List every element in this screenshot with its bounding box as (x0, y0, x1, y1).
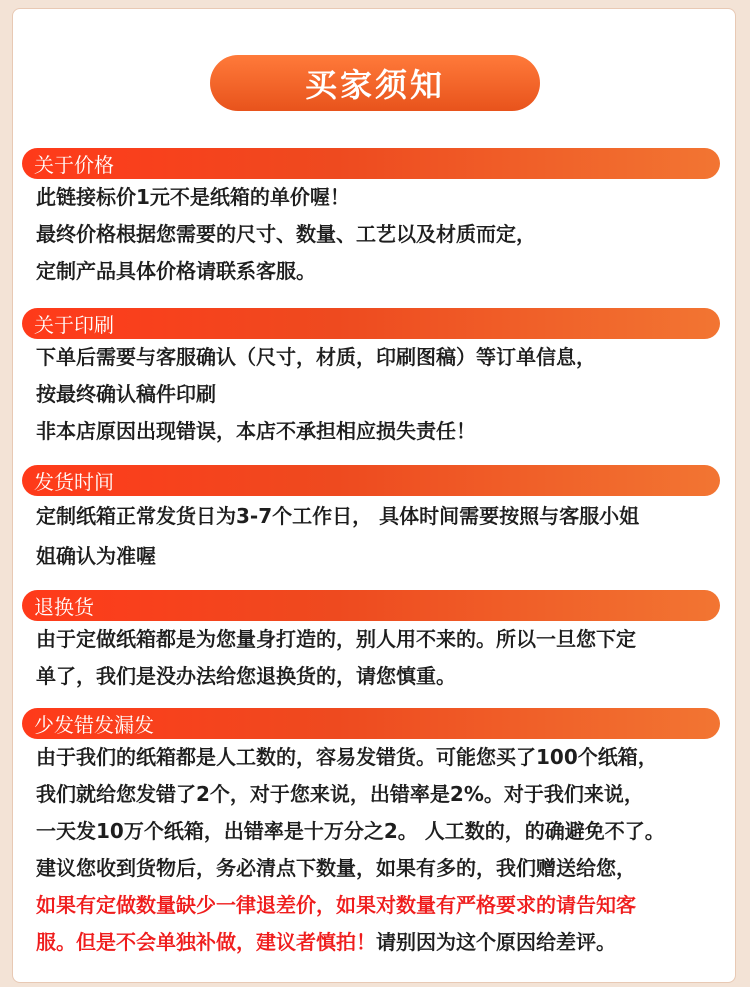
section-heading: 退换货 (22, 590, 720, 621)
section-returns (22, 590, 720, 695)
text-line: 姐确认为准喔 (36, 544, 156, 568)
warning-text: 服。但是不会单独补做，建议者慎拍！ (36, 930, 376, 954)
warning-line: 如果有定做数量缺少一律退差价，如果对数量有严格要求的请告知客 (36, 893, 636, 917)
text-line: 一天发10万个纸箱，出错率是十万分之2。 人工数的，的确避免不了。 (36, 819, 665, 843)
text-line: 我们就给您发错了2个，对于您来说，出错率是2%。对于我们来说， (36, 782, 644, 806)
text-line: 非本店原因出现错误，本店不承担相应损失责任！ (36, 419, 476, 443)
text-line: 定制纸箱正常发货日为3-7个工作日， 具体时间需要按照与客服小姐 (36, 504, 640, 528)
text-line: 定制产品具体价格请联系客服。 (36, 259, 316, 283)
section-missing-items (22, 708, 720, 961)
section-price (22, 148, 720, 290)
text-line: 下单后需要与客服确认（尺寸，材质，印刷图稿）等订单信息， (36, 345, 596, 369)
section-heading: 关于印刷 (22, 308, 720, 339)
text-line: 由于我们的纸箱都是人工数的，容易发错货。可能您买了100个纸箱， (36, 745, 658, 769)
section-printing (22, 308, 720, 450)
text-line: 建议您收到货物后，务必清点下数量，如果有多的，我们赠送给您， (36, 856, 636, 880)
text-line: 最终价格根据您需要的尺寸、数量、工艺以及材质而定， (36, 222, 536, 246)
section-heading: 发货时间 (22, 465, 720, 496)
text-line: 按最终确认稿件印刷 (36, 382, 216, 406)
text-line: 单了，我们是没办法给您退换货的，请您慎重。 (36, 664, 456, 688)
text-line: 请别因为这个原因给差评。 (376, 930, 616, 954)
warning-line-mixed (22, 924, 720, 961)
text-line: 由于定做纸箱都是为您量身打造的，别人用不来的。所以一旦您下定 (36, 627, 636, 651)
page-title: 买家须知 (210, 55, 540, 111)
section-heading: 关于价格 (22, 148, 720, 179)
section-shipping-time (22, 465, 720, 576)
section-heading: 少发错发漏发 (22, 708, 720, 739)
text-line: 此链接标价1元不是纸箱的单价喔！ (36, 185, 350, 209)
